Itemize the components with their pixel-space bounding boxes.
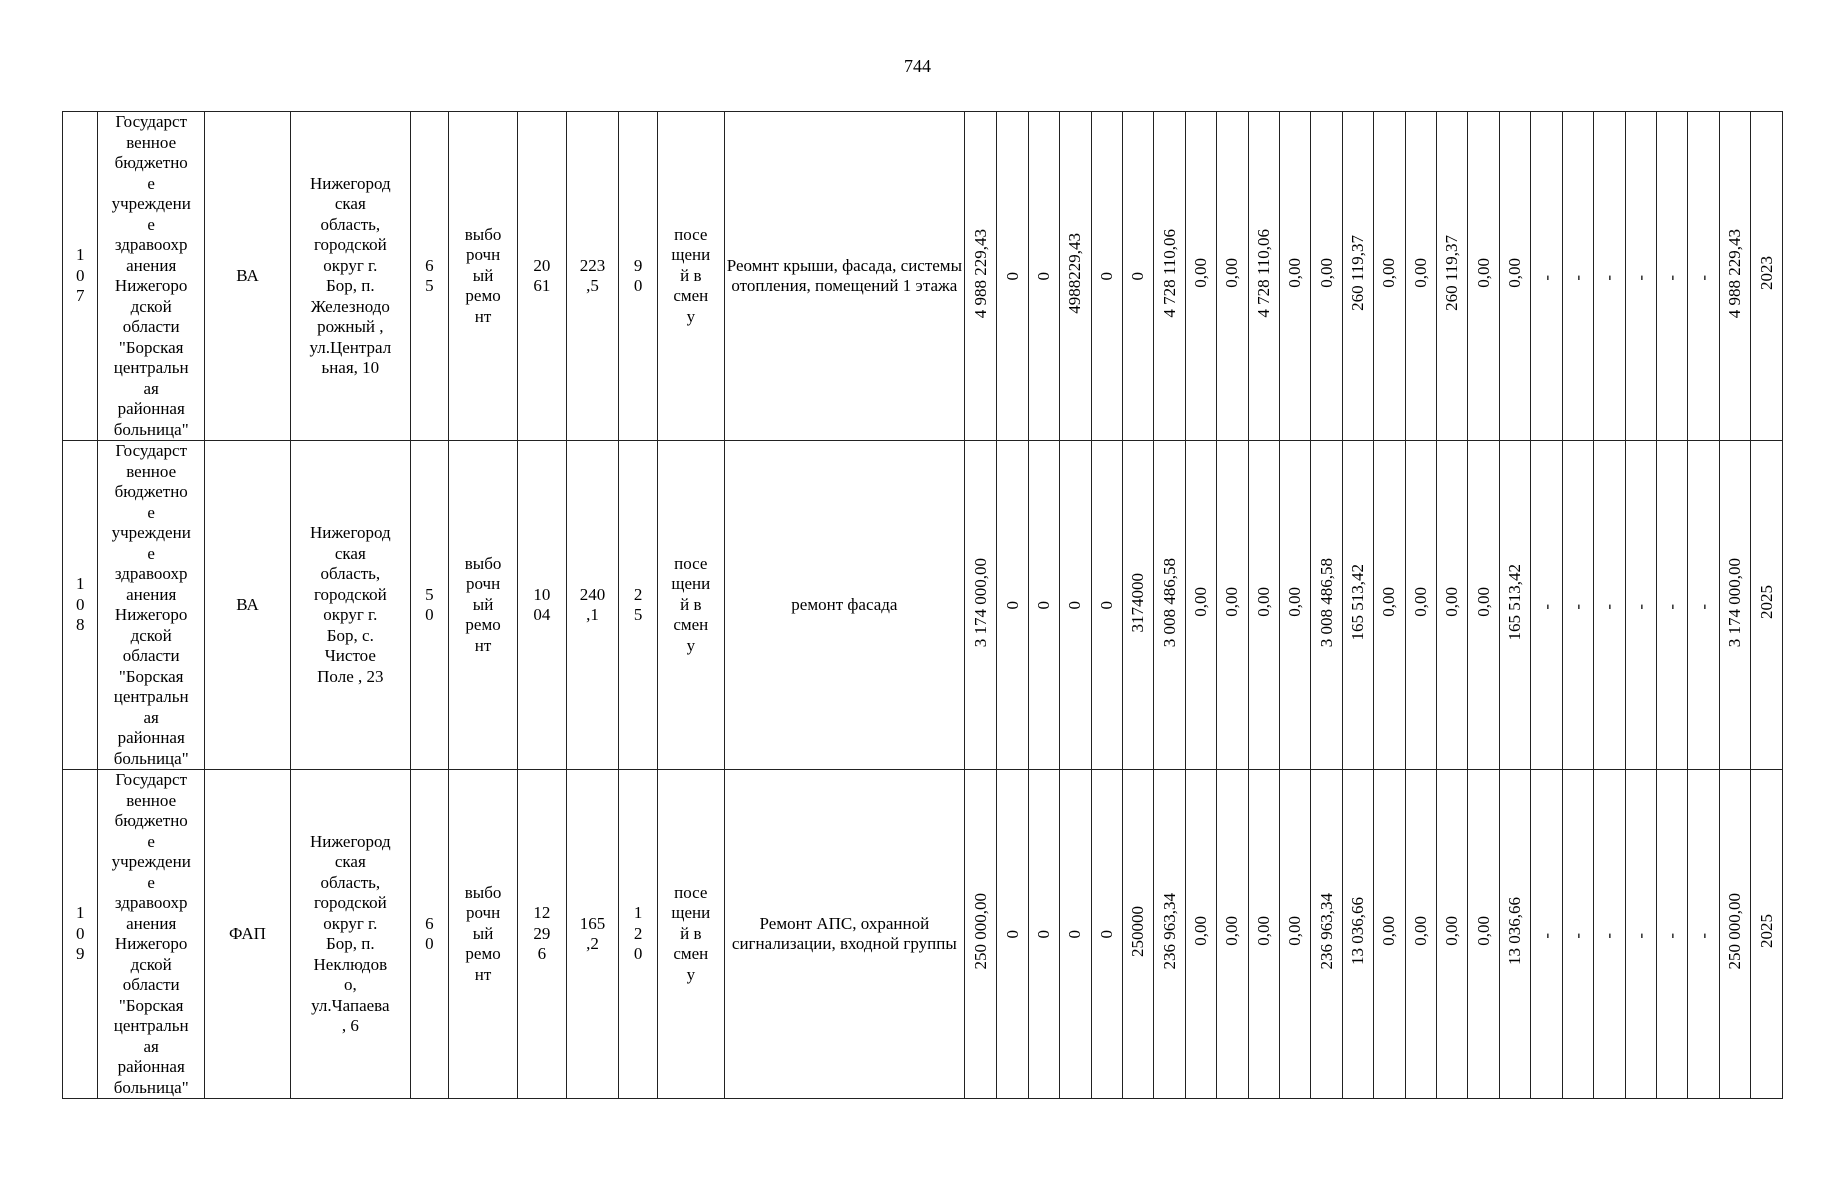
facility-address: Нижегород ская область, городской округ г. Бор, с. Чистое Поле , 23 bbox=[310, 523, 391, 686]
amount-cell: - bbox=[1693, 604, 1713, 610]
amount-cell: 0,00 bbox=[1285, 258, 1305, 289]
floor-area: 165 ,2 bbox=[579, 913, 606, 953]
amount-cell: 0,00 bbox=[1473, 587, 1493, 618]
amount-cell: 3 008 486,58 bbox=[1159, 557, 1179, 647]
work-description: ремонт фасада bbox=[791, 594, 898, 614]
work-description: Реомнт крыши, фасада, системы отопления, помещений 1 этажа bbox=[726, 255, 962, 295]
amount-cell: - bbox=[1662, 604, 1682, 610]
facility-type: ВА bbox=[236, 594, 259, 614]
amount-cell: - bbox=[1536, 604, 1556, 610]
amount-cell: 0,00 bbox=[1379, 258, 1399, 289]
page-number: 744 bbox=[904, 56, 931, 76]
amount-cell: 0,00 bbox=[1253, 587, 1273, 618]
facility-address: Нижегород ская область, городской округ г. Бор, п. Железнодо рожный , ул.Централ ьная, 10 bbox=[309, 173, 392, 377]
amount-cell: 4 988 229,43 bbox=[970, 228, 990, 318]
repair-type: выбо рочн ый ремо нт bbox=[464, 882, 502, 984]
amount-cell: - bbox=[1630, 275, 1650, 281]
amount-cell: - bbox=[1567, 604, 1587, 610]
floor-area: 240 ,1 bbox=[579, 584, 606, 624]
amount-cell: 0 bbox=[1096, 930, 1116, 939]
amount-cell: 0,00 bbox=[1442, 587, 1462, 618]
amount-cell: 165 513,42 bbox=[1348, 564, 1368, 641]
amount-cell: - bbox=[1630, 604, 1650, 610]
repair-type: выбо рочн ый ремо нт bbox=[464, 224, 502, 326]
amount-cell: 0,00 bbox=[1253, 916, 1273, 947]
completion-year: 2025 bbox=[1756, 914, 1776, 949]
amount-cell: - bbox=[1536, 933, 1556, 939]
amount-cell: 260 119,37 bbox=[1348, 235, 1368, 312]
capacity-unit: посе щени й в смен у bbox=[671, 224, 711, 326]
amount-cell: 0,00 bbox=[1379, 916, 1399, 947]
amount-cell: 0,00 bbox=[1285, 587, 1305, 618]
completion-year: 2023 bbox=[1756, 256, 1776, 291]
table-row bbox=[63, 112, 1783, 441]
table-body bbox=[63, 112, 1783, 1099]
amount-cell: 0,00 bbox=[1410, 258, 1430, 289]
amount-cell: 0 bbox=[1002, 601, 1022, 610]
floor-area: 223 ,5 bbox=[579, 255, 606, 295]
institution-name: Государст венное бюджетно е учреждени е здравоохр анения Нижегоро дской области "Борская центральн ая районная больница" bbox=[111, 770, 191, 1097]
amount-cell: 3 174 000,00 bbox=[970, 557, 990, 647]
amount-cell: 0,00 bbox=[1222, 916, 1242, 947]
amount-cell: 0 bbox=[1002, 272, 1022, 281]
repair-type: выбо рочн ый ремо нт bbox=[464, 553, 502, 655]
amount-cell: 0 bbox=[1065, 601, 1085, 610]
amount-cell: 0,00 bbox=[1222, 258, 1242, 289]
total-amount: 3 174 000,00 bbox=[1724, 557, 1744, 647]
work-description: Ремонт АПС, охранной сигнализации, входной группы bbox=[731, 913, 957, 953]
amount-cell: 0 bbox=[1034, 601, 1053, 610]
amount-cell: 0 bbox=[1096, 272, 1116, 281]
amount-cell: 0,00 bbox=[1222, 587, 1242, 618]
amount-cell: 0 bbox=[1034, 272, 1053, 281]
amount-cell: 0,00 bbox=[1442, 916, 1462, 947]
amount-cell: - bbox=[1567, 933, 1587, 939]
repair-program-table bbox=[62, 111, 1783, 1099]
amount-cell: 250 000,00 bbox=[970, 893, 990, 970]
population-served: 12 29 6 bbox=[533, 903, 551, 964]
year-built: 6 5 bbox=[425, 255, 434, 295]
facility-address: Нижегород ская область, городской округ г. Бор, п. Неклюдов о, ул.Чапаева , 6 bbox=[310, 831, 391, 1035]
amount-cell: 0,00 bbox=[1473, 916, 1493, 947]
amount-cell: 13 036,66 bbox=[1505, 897, 1525, 966]
row-number: 1 0 7 bbox=[75, 245, 85, 306]
amount-cell: 165 513,42 bbox=[1505, 564, 1525, 641]
amount-cell: 0,00 bbox=[1191, 587, 1211, 618]
amount-cell: 4 728 110,06 bbox=[1159, 228, 1179, 318]
capacity-unit: посе щени й в смен у bbox=[671, 553, 711, 655]
population-served: 10 04 bbox=[533, 584, 551, 624]
amount-cell: 0,00 bbox=[1473, 258, 1493, 289]
completion-year: 2025 bbox=[1756, 585, 1776, 620]
capacity-value: 2 5 bbox=[633, 584, 643, 624]
capacity-unit: посе щени й в смен у bbox=[671, 882, 711, 984]
amount-cell: - bbox=[1536, 275, 1556, 281]
capacity-value: 1 2 0 bbox=[633, 903, 643, 964]
amount-cell: - bbox=[1662, 933, 1682, 939]
amount-cell: 236 963,34 bbox=[1316, 893, 1336, 970]
facility-type: ВА bbox=[236, 265, 259, 285]
table-row bbox=[63, 441, 1783, 770]
capacity-value: 9 0 bbox=[633, 255, 643, 295]
amount-cell: 0,00 bbox=[1316, 258, 1336, 289]
amount-cell: 0 bbox=[1002, 930, 1022, 939]
amount-cell: - bbox=[1599, 275, 1619, 281]
amount-cell: - bbox=[1693, 933, 1713, 939]
row-number: 1 0 8 bbox=[75, 574, 85, 635]
amount-cell: 0 bbox=[1128, 272, 1148, 281]
amount-cell: 0,00 bbox=[1285, 916, 1305, 947]
amount-cell: 0,00 bbox=[1410, 916, 1430, 947]
amount-cell: 0,00 bbox=[1379, 587, 1399, 618]
total-amount: 250 000,00 bbox=[1724, 893, 1744, 970]
year-built: 6 0 bbox=[425, 913, 434, 953]
amount-cell: 0 bbox=[1034, 930, 1053, 939]
amount-cell: 236 963,34 bbox=[1159, 893, 1179, 970]
amount-cell: - bbox=[1567, 275, 1587, 281]
amount-cell: 0 bbox=[1096, 601, 1116, 610]
amount-cell: 3 008 486,58 bbox=[1316, 557, 1336, 647]
amount-cell: 13 036,66 bbox=[1348, 897, 1368, 966]
facility-type: ФАП bbox=[229, 923, 266, 943]
amount-cell: 250000 bbox=[1128, 905, 1148, 957]
amount-cell: 0,00 bbox=[1505, 258, 1525, 289]
amount-cell: - bbox=[1693, 275, 1713, 281]
institution-name: Государст венное бюджетно е учреждени е здравоохр анения Нижегоро дской области "Борская центральн ая районная больница" bbox=[111, 441, 191, 768]
amount-cell: - bbox=[1630, 933, 1650, 939]
institution-name: Государст венное бюджетно е учреждени е здравоохр анения Нижегоро дской области "Борская центральн ая районная больница" bbox=[111, 112, 191, 439]
amount-cell: - bbox=[1599, 604, 1619, 610]
amount-cell: 4 728 110,06 bbox=[1253, 228, 1273, 318]
amount-cell: - bbox=[1599, 933, 1619, 939]
year-built: 5 0 bbox=[425, 584, 434, 624]
population-served: 20 61 bbox=[533, 255, 551, 295]
amount-cell: 0 bbox=[1065, 930, 1085, 939]
row-number: 1 0 9 bbox=[75, 903, 85, 964]
table-row bbox=[63, 770, 1783, 1099]
amount-cell: 4988229,43 bbox=[1065, 232, 1085, 314]
amount-cell: 0,00 bbox=[1191, 258, 1211, 289]
amount-cell: 3174000 bbox=[1128, 572, 1148, 632]
total-amount: 4 988 229,43 bbox=[1724, 228, 1744, 318]
amount-cell: 260 119,37 bbox=[1442, 235, 1462, 312]
amount-cell: - bbox=[1662, 275, 1682, 281]
amount-cell: 0,00 bbox=[1410, 587, 1430, 618]
amount-cell: 0,00 bbox=[1191, 916, 1211, 947]
